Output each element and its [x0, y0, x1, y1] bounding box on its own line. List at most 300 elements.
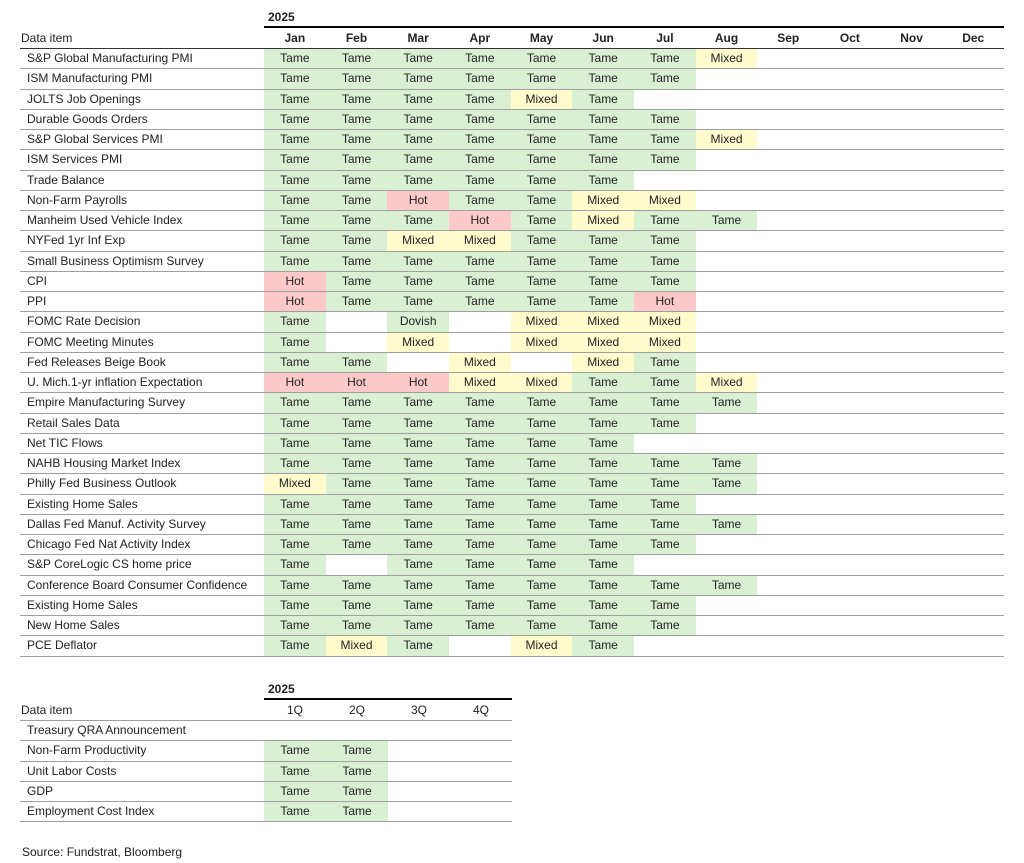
status-cell	[326, 721, 388, 740]
status-cell: Tame	[326, 171, 388, 190]
status-cell	[881, 515, 943, 534]
status-cell: Tame	[264, 252, 326, 271]
table-row	[20, 49, 1004, 69]
status-cell: Tame	[387, 555, 449, 574]
status-cell: Tame	[634, 454, 696, 473]
status-cell: Tame	[511, 596, 573, 615]
status-cell	[942, 333, 1004, 352]
status-cell	[819, 130, 881, 149]
row-label: S&P Global Manufacturing PMI	[27, 51, 193, 65]
table-row	[20, 191, 1004, 211]
status-cell	[449, 312, 511, 331]
status-cell: Tame	[511, 49, 573, 68]
status-cell: Tame	[449, 292, 511, 311]
row-label: Small Business Optimism Survey	[27, 253, 204, 268]
table-row	[20, 474, 1004, 494]
status-cell	[819, 252, 881, 271]
status-cell: Tame	[634, 231, 696, 250]
status-cell: Mixed	[696, 130, 758, 149]
row-label: Chicago Fed Nat Activity Index	[27, 537, 191, 551]
status-cell: Tame	[634, 414, 696, 433]
status-cell: Tame	[326, 69, 388, 88]
status-cell	[696, 252, 758, 271]
status-cell: Tame	[326, 90, 388, 109]
status-cell: Tame	[449, 272, 511, 291]
status-cell: Tame	[326, 272, 388, 291]
status-cell: Tame	[634, 130, 696, 149]
status-cell: Tame	[264, 454, 326, 473]
status-cell	[757, 49, 819, 68]
status-cell	[388, 782, 450, 801]
status-cell: Tame	[572, 555, 634, 574]
status-cell	[881, 495, 943, 514]
status-cell: Tame	[264, 171, 326, 190]
status-cell	[696, 150, 758, 169]
status-cell	[326, 333, 388, 352]
row-label: Non-Farm Productivity	[27, 743, 147, 758]
status-cell: Tame	[264, 576, 326, 595]
status-cell: Tame	[511, 555, 573, 574]
status-cell: Tame	[511, 130, 573, 149]
status-cell: Tame	[387, 393, 449, 412]
status-cell: Hot	[264, 373, 326, 392]
status-cell	[942, 272, 1004, 291]
status-cell	[757, 171, 819, 190]
status-cell	[942, 211, 1004, 230]
status-cell: Tame	[387, 211, 449, 230]
status-cell: Mixed	[449, 353, 511, 372]
status-cell	[757, 312, 819, 331]
status-cell	[819, 474, 881, 493]
status-cell: Tame	[572, 535, 634, 554]
status-cell	[881, 434, 943, 453]
status-cell: Tame	[449, 616, 511, 635]
status-cell	[942, 69, 1004, 88]
status-cell: Tame	[264, 393, 326, 412]
row-label: New Home Sales	[27, 618, 120, 632]
status-cell	[942, 353, 1004, 372]
table-row	[20, 434, 1004, 454]
status-cell: Hot	[387, 191, 449, 210]
status-cell	[757, 353, 819, 372]
status-cell	[634, 90, 696, 109]
status-cell: Tame	[387, 495, 449, 514]
status-cell: Dovish	[387, 312, 449, 331]
table-row	[20, 414, 1004, 434]
row-label: U. Mich.1-yr inflation Expectation	[27, 375, 203, 389]
status-cell: Mixed	[511, 373, 573, 392]
row-label: CPI	[27, 273, 48, 288]
status-cell: Tame	[264, 802, 326, 821]
column-header-nov: Nov	[900, 31, 923, 45]
status-cell	[881, 292, 943, 311]
status-cell: Tame	[326, 616, 388, 635]
status-cell: Tame	[572, 150, 634, 169]
status-cell	[757, 454, 819, 473]
status-cell: Tame	[264, 782, 326, 801]
status-cell	[450, 721, 512, 740]
status-cell: Mixed	[572, 312, 634, 331]
column-header-row	[20, 700, 512, 721]
row-label: FOMC Meeting Minutes	[27, 334, 154, 349]
row-label: S&P Global Services PMI	[27, 132, 163, 146]
status-cell: Tame	[264, 414, 326, 433]
status-cell	[757, 576, 819, 595]
status-cell: Mixed	[511, 333, 573, 352]
status-cell	[757, 231, 819, 250]
status-cell	[696, 90, 758, 109]
status-cell: Tame	[572, 616, 634, 635]
year-label: 2025	[264, 682, 512, 700]
status-cell	[942, 576, 1004, 595]
status-cell	[881, 191, 943, 210]
status-cell: Tame	[572, 171, 634, 190]
status-cell: Tame	[634, 393, 696, 412]
table-row	[20, 333, 1004, 353]
row-label: Existing Home Sales	[27, 496, 138, 511]
status-cell: Tame	[634, 49, 696, 68]
status-cell: Tame	[511, 515, 573, 534]
status-cell	[450, 762, 512, 781]
column-header-mar: Mar	[407, 31, 429, 45]
status-cell: Tame	[511, 495, 573, 514]
status-cell	[819, 434, 881, 453]
status-cell	[696, 414, 758, 433]
status-cell: Tame	[572, 69, 634, 88]
status-cell: Tame	[572, 272, 634, 291]
table-body	[20, 49, 1004, 657]
status-cell	[696, 110, 758, 129]
status-cell	[757, 414, 819, 433]
status-cell: Tame	[634, 495, 696, 514]
status-cell	[757, 393, 819, 412]
status-cell	[942, 555, 1004, 574]
status-cell: Tame	[326, 535, 388, 554]
column-header-jun: Jun	[592, 31, 614, 45]
status-cell	[696, 333, 758, 352]
status-cell	[881, 576, 943, 595]
table-row	[20, 373, 1004, 393]
table-row	[20, 782, 512, 802]
status-cell	[942, 150, 1004, 169]
status-cell	[881, 150, 943, 169]
status-cell	[696, 312, 758, 331]
status-cell	[942, 292, 1004, 311]
data-item-header: Data item	[21, 703, 73, 717]
status-cell: Tame	[511, 272, 573, 291]
status-cell	[757, 191, 819, 210]
table-row	[20, 393, 1004, 413]
row-label: Dallas Fed Manuf. Activity Survey	[27, 516, 206, 531]
status-cell	[757, 90, 819, 109]
status-cell: Tame	[264, 130, 326, 149]
status-cell	[881, 454, 943, 473]
row-label: Retail Sales Data	[27, 415, 120, 430]
status-cell	[819, 535, 881, 554]
status-cell: Tame	[387, 576, 449, 595]
monthly-data-table	[20, 8, 1004, 657]
status-cell	[450, 782, 512, 801]
status-cell: Tame	[264, 150, 326, 169]
status-cell: Tame	[634, 616, 696, 635]
status-cell: Tame	[387, 150, 449, 169]
status-cell: Tame	[326, 231, 388, 250]
column-header-apr: Apr	[469, 31, 491, 45]
status-cell	[881, 555, 943, 574]
row-label: Net TIC Flows	[27, 435, 103, 450]
status-cell: Tame	[326, 150, 388, 169]
status-cell: Mixed	[572, 353, 634, 372]
status-cell	[819, 231, 881, 250]
status-cell: Tame	[326, 454, 388, 473]
status-cell: Tame	[326, 211, 388, 230]
status-cell: Tame	[511, 414, 573, 433]
status-cell: Tame	[264, 434, 326, 453]
status-cell: Hot	[634, 292, 696, 311]
status-cell	[757, 333, 819, 352]
status-cell: Tame	[449, 150, 511, 169]
status-cell	[819, 555, 881, 574]
row-label: Existing Home Sales	[27, 597, 138, 612]
status-cell	[881, 110, 943, 129]
status-cell	[696, 171, 758, 190]
status-cell	[696, 555, 758, 574]
status-cell	[450, 802, 512, 821]
status-cell	[819, 636, 881, 655]
status-cell	[387, 353, 449, 372]
status-cell: Tame	[326, 414, 388, 433]
row-label: PPI	[27, 294, 47, 308]
row-label: FOMC Rate Decision	[27, 314, 141, 329]
status-cell: Tame	[326, 515, 388, 534]
status-cell: Tame	[511, 252, 573, 271]
status-cell: Tame	[449, 49, 511, 68]
quarterly-data-table	[20, 680, 512, 822]
status-cell	[696, 495, 758, 514]
status-cell	[819, 191, 881, 210]
status-cell	[942, 312, 1004, 331]
status-cell: Tame	[264, 596, 326, 615]
status-cell: Tame	[387, 535, 449, 554]
status-cell: Tame	[511, 576, 573, 595]
status-cell: Tame	[264, 555, 326, 574]
status-cell	[881, 69, 943, 88]
status-cell	[757, 555, 819, 574]
status-cell: Tame	[449, 515, 511, 534]
row-label: Fed Releases Beige Book	[27, 354, 166, 369]
status-cell: Tame	[326, 596, 388, 615]
column-header-feb: Feb	[345, 31, 368, 45]
table-row	[20, 555, 1004, 575]
status-cell	[881, 252, 943, 271]
column-header-jan: Jan	[284, 31, 306, 45]
status-cell: Mixed	[449, 373, 511, 392]
table-row	[20, 721, 512, 741]
status-cell	[388, 721, 450, 740]
status-cell: Tame	[326, 782, 388, 801]
status-cell: Tame	[264, 741, 326, 760]
status-cell: Hot	[264, 292, 326, 311]
status-cell	[757, 130, 819, 149]
status-cell	[819, 576, 881, 595]
status-cell	[942, 252, 1004, 271]
status-cell	[449, 333, 511, 352]
table-row	[20, 150, 1004, 170]
status-cell	[881, 211, 943, 230]
status-cell: Tame	[326, 110, 388, 129]
status-cell	[819, 414, 881, 433]
status-cell: Tame	[634, 69, 696, 88]
status-cell	[881, 333, 943, 352]
status-cell: Mixed	[696, 49, 758, 68]
status-cell: Tame	[449, 69, 511, 88]
status-cell	[696, 231, 758, 250]
column-header-sep: Sep	[777, 31, 800, 45]
column-header-jul: Jul	[656, 31, 674, 45]
status-cell: Tame	[326, 576, 388, 595]
status-cell	[942, 110, 1004, 129]
data-item-header: Data item	[21, 31, 73, 45]
status-cell	[881, 474, 943, 493]
status-cell: Tame	[572, 454, 634, 473]
status-cell	[881, 272, 943, 291]
status-cell: Tame	[696, 515, 758, 534]
table-row	[20, 110, 1004, 130]
table-row	[20, 312, 1004, 332]
status-cell: Tame	[449, 191, 511, 210]
status-cell	[634, 555, 696, 574]
status-cell: Tame	[387, 171, 449, 190]
status-cell	[757, 616, 819, 635]
status-cell: Tame	[326, 292, 388, 311]
status-cell	[819, 515, 881, 534]
status-cell: Tame	[511, 69, 573, 88]
status-cell: Tame	[326, 762, 388, 781]
column-header-aug: Aug	[714, 31, 739, 45]
status-cell	[942, 191, 1004, 210]
status-cell	[264, 721, 326, 740]
status-cell	[757, 150, 819, 169]
status-cell	[881, 312, 943, 331]
year-header-row	[20, 8, 1004, 28]
status-cell	[942, 393, 1004, 412]
status-cell: Tame	[511, 150, 573, 169]
status-cell: Tame	[634, 110, 696, 129]
row-label: S&P CoreLogic CS home price	[27, 557, 192, 572]
status-cell	[388, 802, 450, 821]
status-cell: Tame	[264, 69, 326, 88]
status-cell	[757, 292, 819, 311]
status-cell	[819, 292, 881, 311]
status-cell	[942, 474, 1004, 493]
status-cell	[942, 434, 1004, 453]
status-cell: Tame	[326, 741, 388, 760]
status-cell: Tame	[326, 353, 388, 372]
status-cell: Tame	[387, 252, 449, 271]
status-cell	[881, 49, 943, 68]
status-cell	[326, 555, 388, 574]
status-cell: Tame	[449, 576, 511, 595]
status-cell: Mixed	[387, 231, 449, 250]
column-header-1q: 1Q	[286, 703, 303, 717]
status-cell	[881, 535, 943, 554]
status-cell	[881, 353, 943, 372]
status-cell: Tame	[572, 495, 634, 514]
status-cell: Tame	[264, 211, 326, 230]
table-row	[20, 535, 1004, 555]
status-cell	[942, 495, 1004, 514]
status-cell: Mixed	[634, 191, 696, 210]
status-cell	[696, 434, 758, 453]
status-cell	[819, 110, 881, 129]
status-cell: Tame	[264, 616, 326, 635]
status-cell: Tame	[572, 252, 634, 271]
status-cell: Tame	[572, 110, 634, 129]
status-cell	[819, 495, 881, 514]
status-cell: Tame	[387, 434, 449, 453]
status-cell	[942, 636, 1004, 655]
status-cell: Tame	[696, 454, 758, 473]
table-row	[20, 762, 512, 782]
status-cell	[881, 90, 943, 109]
status-cell: Tame	[326, 49, 388, 68]
status-cell: Tame	[511, 231, 573, 250]
status-cell	[942, 454, 1004, 473]
table-row	[20, 171, 1004, 191]
column-header-3q: 3Q	[410, 703, 427, 717]
status-cell: Tame	[572, 231, 634, 250]
status-cell: Tame	[264, 535, 326, 554]
status-cell: Mixed	[511, 312, 573, 331]
status-cell	[819, 616, 881, 635]
status-cell: Tame	[387, 90, 449, 109]
status-cell: Tame	[387, 130, 449, 149]
status-cell	[326, 312, 388, 331]
status-cell: Mixed	[326, 636, 388, 655]
source-note: Source: Fundstrat, Bloomberg	[22, 845, 183, 859]
status-cell	[696, 191, 758, 210]
status-cell	[881, 231, 943, 250]
status-cell	[634, 434, 696, 453]
status-cell: Tame	[387, 515, 449, 534]
status-cell	[819, 373, 881, 392]
status-cell: Mixed	[264, 474, 326, 493]
row-label: Durable Goods Orders	[27, 111, 148, 126]
table-row	[20, 616, 1004, 636]
status-cell: Mixed	[572, 333, 634, 352]
status-cell	[696, 353, 758, 372]
column-header-dec: Dec	[962, 31, 985, 45]
status-cell: Tame	[326, 495, 388, 514]
status-cell	[881, 130, 943, 149]
status-cell: Tame	[634, 535, 696, 554]
status-cell	[942, 616, 1004, 635]
status-cell: Mixed	[387, 333, 449, 352]
column-header-2q: 2Q	[348, 703, 365, 717]
status-cell: Tame	[572, 393, 634, 412]
table-row	[20, 69, 1004, 89]
status-cell: Tame	[387, 292, 449, 311]
status-cell	[942, 414, 1004, 433]
status-cell: Tame	[449, 474, 511, 493]
status-cell: Tame	[387, 454, 449, 473]
status-cell: Tame	[449, 495, 511, 514]
row-label: Conference Board Consumer Confidence	[27, 577, 248, 592]
table-row	[20, 231, 1004, 251]
status-cell: Hot	[326, 373, 388, 392]
status-cell	[819, 393, 881, 412]
status-cell: Tame	[449, 90, 511, 109]
